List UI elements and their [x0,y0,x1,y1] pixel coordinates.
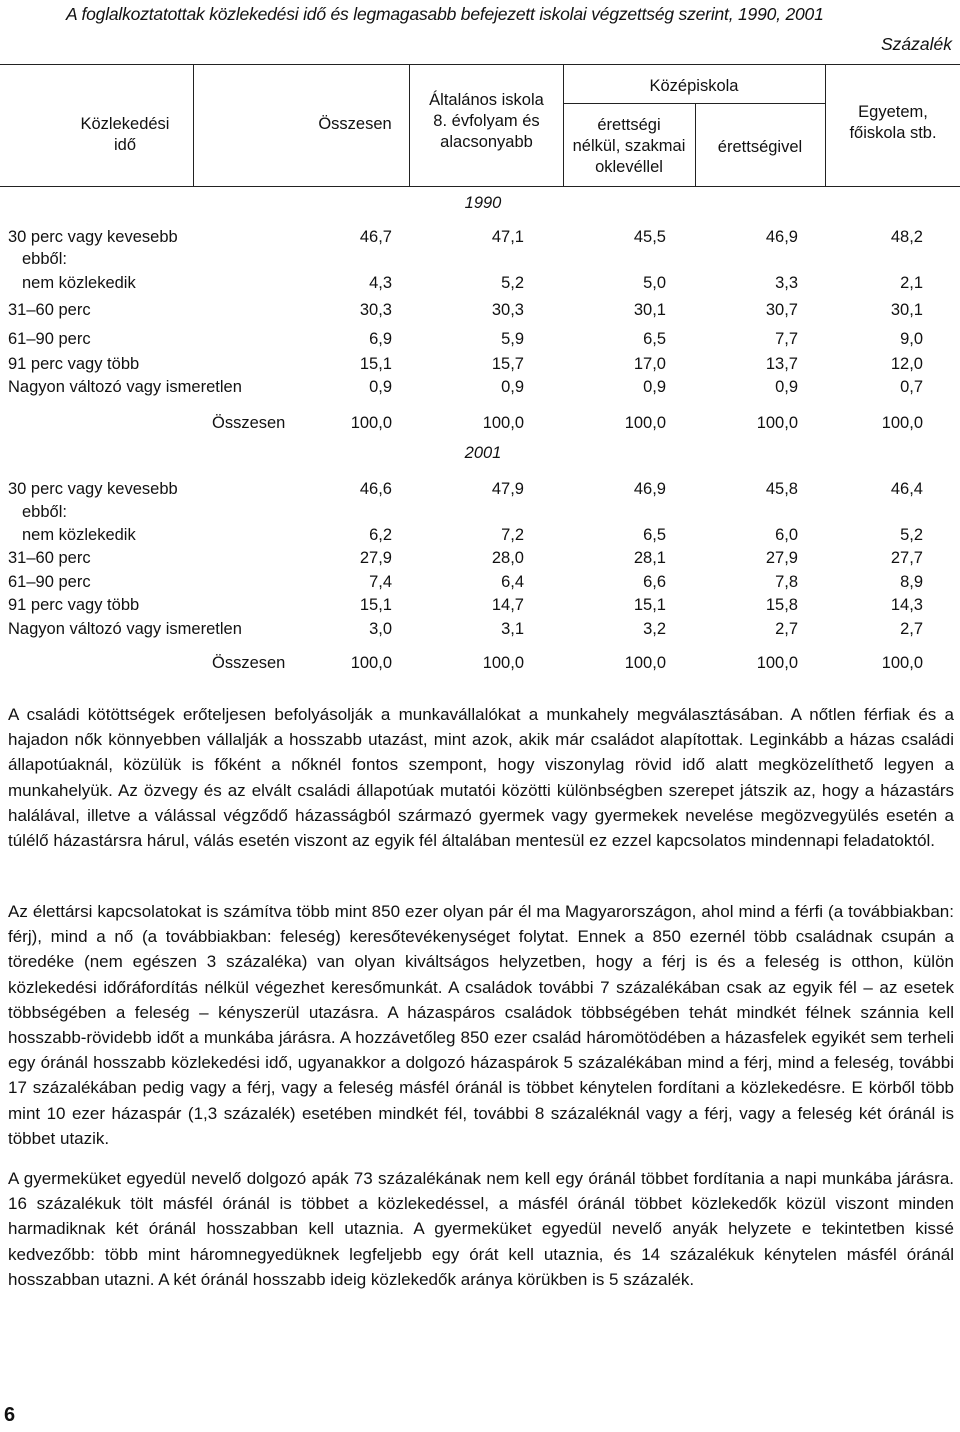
row-label: Nagyon változó vagy ismeretlen [8,620,242,638]
row-label: 30 perc vagy kevesebb [8,480,178,498]
cell-value: 30,1 [890,301,923,319]
header-altalanos-line-3: alacsonyabb [440,133,533,151]
cell-value: 30,1 [633,301,666,319]
cell-value: 100,0 [482,654,524,672]
cell-value: 0,9 [643,378,666,396]
cell-value: 27,7 [890,549,923,567]
cell-value: 5,2 [900,526,923,544]
header-erettsegi-line-3: oklevéllel [595,158,663,176]
table-row [0,620,960,642]
cell-value: 100,0 [756,414,798,432]
cell-value: 3,3 [775,274,798,292]
row-label: 61–90 perc [8,573,91,591]
row-label: nem közlekedik [22,526,136,544]
row-label: 91 perc vagy több [8,355,140,373]
row-label: 30 perc vagy kevesebb [8,228,178,246]
header-altalanos-line-2: 8. évfolyam és [433,112,540,130]
row-label: 91 perc vagy több [8,596,140,614]
header-egyetem-line-2: főiskola stb. [849,124,937,142]
header-kozepiskola: Középiskola [649,77,739,95]
cell-value: 4,3 [369,274,392,292]
row-label: 61–90 perc [8,330,91,348]
header-erettsegi-line-2: nélkül, szakmai [572,137,686,155]
cell-value: 6,5 [643,526,666,544]
header-altalanos-line-1: Általános iskola [429,91,544,109]
table-row-total [0,654,960,676]
cell-value: 3,2 [643,620,666,638]
row-label: ebből: [22,250,67,268]
cell-value: 30,7 [765,301,798,319]
cell-value: 5,2 [501,274,524,292]
cell-value: 46,9 [765,228,798,246]
header-altalanos-iskola [410,90,563,153]
cell-value: 15,1 [633,596,666,614]
table-row [0,355,960,377]
cell-value: 6,4 [501,573,524,591]
cell-value: 14,7 [491,596,524,614]
row-label: Nagyon változó vagy ismeretlen [8,378,242,396]
cell-value: 100,0 [624,654,666,672]
cell-value: 100,0 [350,654,392,672]
year-2001: 2001 [464,444,502,462]
cell-value: 7,2 [501,526,524,544]
cell-value: 48,2 [890,228,923,246]
cell-value: 2,7 [775,620,798,638]
row-label: 31–60 perc [8,549,91,567]
row-label: Összesen [212,654,286,672]
cell-value: 30,3 [491,301,524,319]
table-row [0,228,960,250]
cell-value: 0,9 [501,378,524,396]
cell-value: 8,9 [900,573,923,591]
header-erettsegi-line-1: érettségi [597,116,661,134]
row-label: nem közlekedik [22,274,136,292]
header-egyetem [826,102,960,144]
paragraph-3: A gyermeküket egyedül nevelő dolgozó apák 73 százalékának nem kell egy óránál többet fordítania a napi munkába járásra. 16 százalékuk tölt másfél óránál is többet a közlekedéssel, a másfél óránál többet közlekedők közül viszont minden harmadiknak két óránál hosszabban kell utaznia. A gyermeküket egyedül nevelő anyák helyzete e tekintetben kissé kedvezőbb: több mint háromnegyedüknek legfeljebb egy órát kell utaznia, és 14 százalékuk kénytelen másfél óránál hosszabban utazni. A két óránál hosszabb ideig közlekedők aránya körükben is 5 százalék. [8,1169,954,1289]
table-row [0,549,960,571]
cell-value: 6,0 [775,526,798,544]
row-label: 31–60 perc [8,301,91,319]
cell-value: 6,2 [369,526,392,544]
cell-value: 46,6 [359,480,392,498]
cell-value: 47,9 [491,480,524,498]
table-row [0,596,960,618]
table-row [0,378,960,400]
cell-value: 15,7 [491,355,524,373]
paragraph-1: A családi kötöttségek erőteljesen befolyásolják a munkavállalókat a munkahely megválasztásában. A nőtlen férfiak és a hajadon nők könnyebben vállalják a hosszabb utazást, mint azok, akik már családot alapítottak. Leginkább a házas családi állapotúaknál, közülük is főként a nőknél fontos szempont, hogy viszonylag rövid idő alatt megközelíthető legyen a munkahelyük. Az özvegy és az elvált családi állapotúak mutatói közötti különbségben szerepet játszik az, hogy a házastárs halálával, illetve a válással végződő házasságból származó gyermek vagy gyermekek nevelése megözvegyülés esetén a túlélő házastársra hárul, válás esetén viszont az egyik fél általában mentesül ez ezzel kapcsolatos mindennapi feladatoktól. [8,705,954,851]
cell-value: 28,0 [491,549,524,567]
cell-value: 100,0 [482,414,524,432]
cell-value: 7,7 [775,330,798,348]
cell-value: 14,3 [890,596,923,614]
cell-value: 0,9 [369,378,392,396]
cell-value: 46,9 [633,480,666,498]
cell-value: 100,0 [881,654,923,672]
cell-value: 47,1 [491,228,524,246]
table-row [0,480,960,502]
cell-value: 5,9 [501,330,524,348]
cell-value: 100,0 [350,414,392,432]
cell-value: 100,0 [624,414,666,432]
cell-value: 46,4 [890,480,923,498]
cell-value: 46,7 [359,228,392,246]
cell-value: 0,7 [900,378,923,396]
cell-value: 13,7 [765,355,798,373]
table-title: A foglalkoztatottak közlekedési idő és legmagasabb befejezett iskolai végzettség szerint, 1990, 2001 [66,4,824,24]
row-label: ebből: [22,503,67,521]
cell-value: 2,1 [900,274,923,292]
header-kozlekedesi-ido: Közlekedési idő [80,115,170,154]
cell-value: 6,6 [643,573,666,591]
cell-value: 30,3 [359,301,392,319]
table-row [0,503,960,525]
cell-value: 15,8 [765,596,798,614]
cell-value: 6,5 [643,330,666,348]
cell-value: 6,9 [369,330,392,348]
table-row [0,330,960,352]
header-osszesen: Összesen [318,115,392,133]
table-row [0,250,960,272]
page-number: 6 [4,1404,16,1426]
cell-value: 3,0 [369,620,392,638]
table-row [0,526,960,548]
cell-value: 15,1 [359,355,392,373]
cell-value: 3,1 [501,620,524,638]
header-egyetem-line-1: Egyetem, [858,103,928,121]
cell-value: 100,0 [756,654,798,672]
cell-value: 7,8 [775,573,798,591]
cell-value: 27,9 [359,549,392,567]
unit-label: Százalék [880,34,952,54]
table-row [0,301,960,323]
header-bottom-rule [0,186,960,187]
table-row-total [0,414,960,436]
cell-value: 2,7 [900,620,923,638]
header-erettsegivel: érettségivel [717,138,803,156]
cell-value: 5,0 [643,274,666,292]
cell-value: 15,1 [359,596,392,614]
cell-value: 7,4 [369,573,392,591]
cell-value: 28,1 [633,549,666,567]
cell-value: 9,0 [900,330,923,348]
cell-value: 45,5 [633,228,666,246]
group-rule [563,103,825,104]
cell-value: 27,9 [765,549,798,567]
cell-value: 45,8 [765,480,798,498]
cell-value: 12,0 [890,355,923,373]
header-top-rule [0,64,960,65]
cell-value: 100,0 [881,414,923,432]
year-1990: 1990 [464,194,502,212]
header-erettsegi-nelkul [563,115,695,178]
paragraph-2: Az élettársi kapcsolatokat is számítva több mint 850 ezer olyan pár él ma Magyarországon, ahol mind a férfi (a továbbiakban: férj), mind a nő (a továbbiakban: feleség) keresőtevékenységet folytat. Ennek a 850 ezernél több családnak csupán a töredéke (nem egészen 3 százaléka) van olyan kiváltságos helyzetben, hogy a férj is és a feleség is otthon, külön közlekedési időráfordítás nélkül végezhet keresőmunkát. A családok további 7 százalékában csak az egyik fél – az esetek többségében a feleség – kényszerül utazásra. A házaspáros családok többségében tehát mindkét félnek szánnia kell hosszabb-rövidebb időt a munkába járásra. A hozzávetőleg 850 ezer család háromötödében a házasfelek egyikét sem terheli egy óránál hosszabb közlekedési idő, ugyanakkor a dolgozó házaspárok 5 százalékában mind a férj, mind a feleség, további 17 százalékában pedig vagy a férj, vagy a feleség másfél óránál is többet kénytelen fordítani a közlekedésre. E körből több mint 10 ezer házaspár (1,3 százalék) esetében mindkét fél, további 8 százaléknál vagy a férj, vagy a feleség két óránál is többet utazik. [8,902,954,1148]
cell-value: 17,0 [633,355,666,373]
table-row [0,573,960,595]
row-label: Összesen [212,414,286,432]
header-divider-1 [193,64,194,186]
table-row [0,274,960,296]
cell-value: 0,9 [775,378,798,396]
